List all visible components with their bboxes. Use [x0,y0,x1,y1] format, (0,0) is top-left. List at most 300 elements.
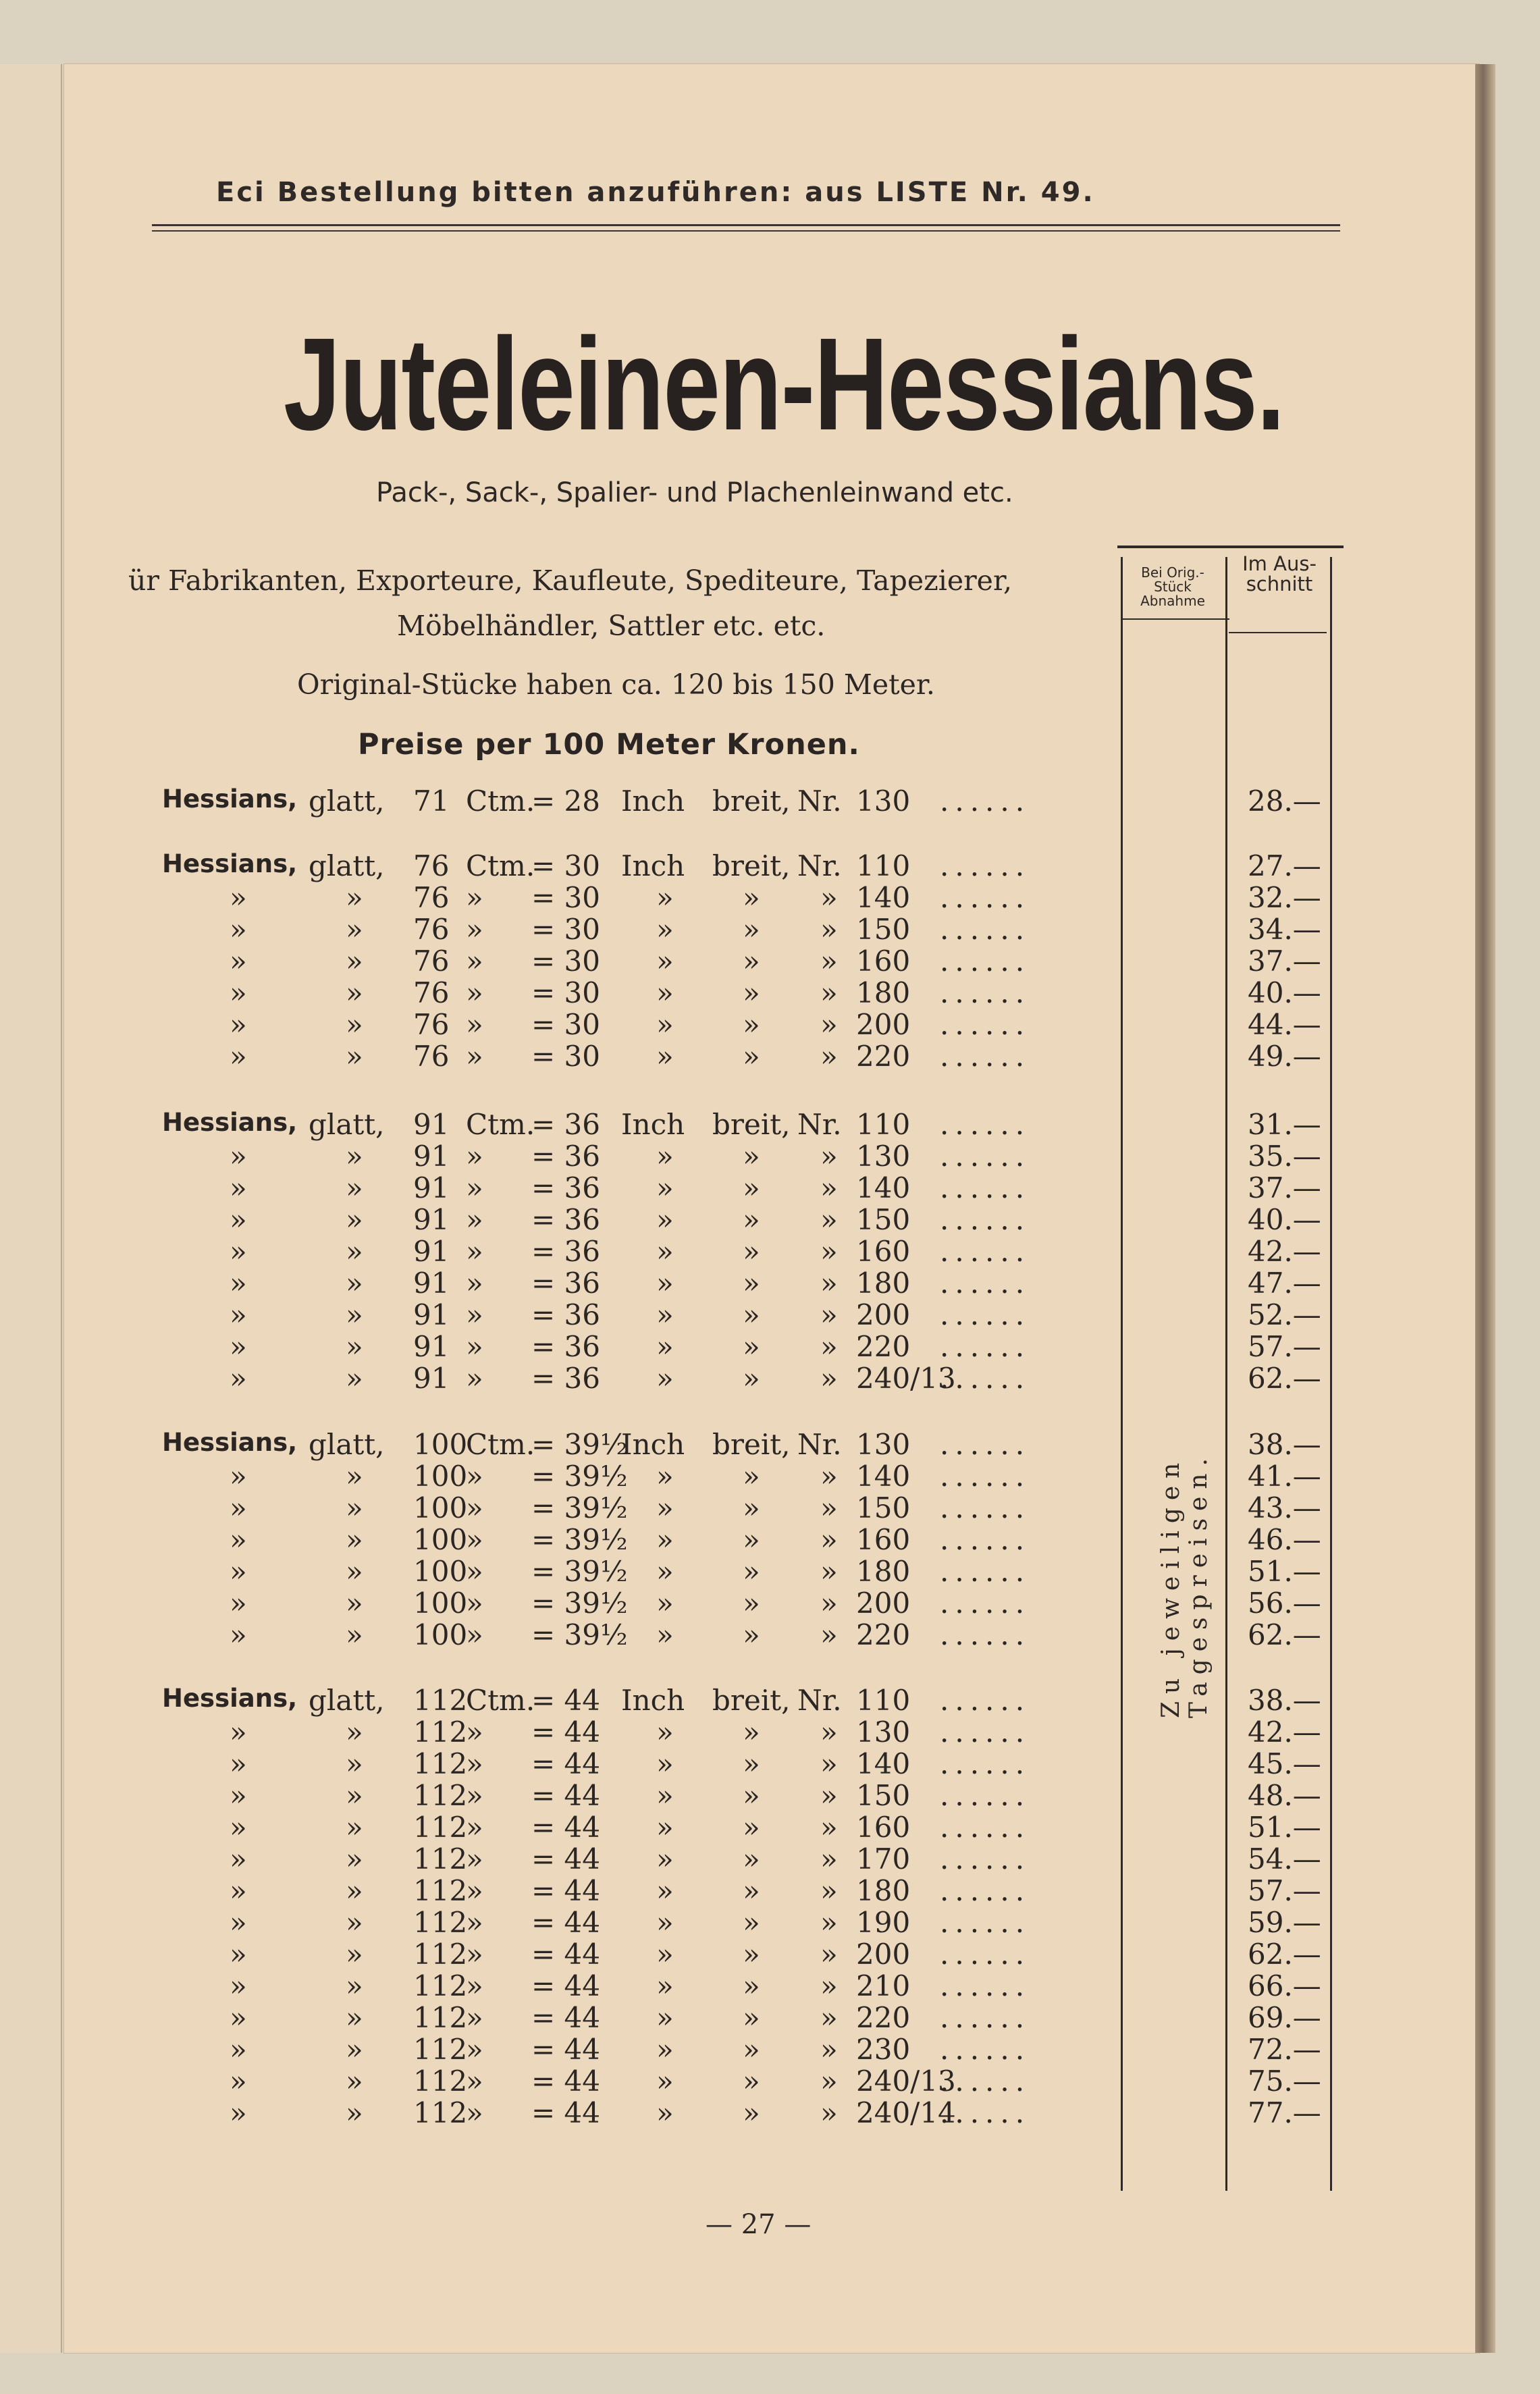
ditto-mark: » [346,1267,363,1300]
row-number: 140 [856,1171,911,1204]
ditto-mark: » [820,1811,838,1844]
row-number: 240/13 [856,1362,956,1395]
ditto-mark: » [820,1040,838,1073]
ditto-mark: » [346,1906,363,1939]
row-width-cm: 100 [413,1587,468,1620]
row-price: 37.— [1248,1171,1321,1204]
ditto-mark: » [656,2033,674,2066]
ditto-mark: » [346,1235,363,1268]
ditto-mark: » [743,2065,760,2098]
row-number: 160 [856,1523,911,1556]
ditto-mark: » [230,1171,247,1204]
row-equals: = 30 [531,1008,600,1041]
row-equals: = 28 [531,784,600,818]
row-number: 200 [856,1587,911,1620]
leader-dots: ...... [940,1267,1031,1300]
row-number: 240/13 [856,2065,956,2098]
row-number: 130 [856,1140,911,1173]
table-row [0,2001,1540,2033]
leader-dots: ...... [940,1491,1031,1524]
row-width-cm: 91 [413,1298,450,1331]
ditto-mark: » [346,1969,363,2002]
ditto-mark: » [656,1235,674,1268]
leader-dots: ...... [940,976,1031,1009]
column-header-bei-orig: Bei Orig.-Stück Abnahme [1140,564,1205,609]
leader-dots: ...... [940,913,1031,946]
ditto-mark: » [656,1460,674,1493]
table-row [0,2033,1540,2065]
leader-dots: ...... [940,1362,1031,1395]
row-width-cm: 91 [413,1171,450,1204]
ditto-mark: » [743,1460,760,1493]
ditto-mark: » [820,1618,838,1651]
row-equals: = 44 [531,1715,600,1749]
ditto-mark: » [466,1969,483,2002]
table-row [0,1040,1540,1072]
row-equals: = 36 [531,1140,600,1173]
ditto-mark: » [346,1040,363,1073]
row-label: Hessians, [162,784,298,814]
ditto-mark: » [466,1203,483,1236]
ditto-mark: » [656,2001,674,2034]
ditto-mark: » [656,1587,674,1620]
row-equals: = 36 [531,1171,600,1204]
table-row [0,1587,1540,1619]
ditto-mark: » [820,881,838,914]
ditto-mark: » [230,1747,247,1780]
row-width-cm: 91 [413,1140,450,1173]
row-width-cm: 71 [413,784,450,818]
row-number: 140 [856,1460,911,1493]
leader-dots: ...... [940,1460,1031,1493]
row-width-cm: 112 [413,1969,468,2002]
row-width-cm: 76 [413,976,450,1009]
ditto-mark: » [743,1298,760,1331]
table-row [0,881,1540,913]
ditto-mark: » [230,1460,247,1493]
row-equals: = 44 [531,1684,600,1717]
row-number: 140 [856,881,911,914]
row-equals: = 39½ [531,1618,628,1651]
table-row [0,1235,1540,1267]
row-width-cm: 76 [413,849,450,882]
table-row [0,1618,1540,1651]
ditto-mark: » [743,1523,760,1556]
row-price: 69.— [1248,2001,1321,2034]
row-equals: = 30 [531,976,600,1009]
row-price: 62.— [1248,1618,1321,1651]
ditto-mark: » [656,976,674,1009]
ditto-mark: » [656,1523,674,1556]
row-width-cm: 100 [413,1460,468,1493]
ditto-mark: » [230,1618,247,1651]
row-width-cm: 76 [413,881,450,914]
ditto-mark: » [230,1874,247,1907]
leader-dots: ...... [940,1715,1031,1749]
ditto-mark: » [230,881,247,914]
ditto-mark: » [656,1298,674,1331]
row-label: Hessians, [162,1684,298,1713]
row-price: 38.— [1248,1428,1321,1461]
ditto-mark: » [466,2033,483,2066]
row-price: 52.— [1248,1298,1321,1331]
row-number: 170 [856,1842,911,1876]
row-number: 210 [856,1969,911,2002]
table-row [0,913,1540,945]
ditto-mark: » [656,1969,674,2002]
row-equals: = 44 [531,1811,600,1844]
ditto-mark: » [820,1298,838,1331]
row-breit: breit, [712,784,791,818]
row-unit-cm: Ctm. [466,1428,535,1461]
row-number: 110 [856,1684,911,1717]
table-row [0,1523,1540,1555]
table-row [0,1906,1540,1938]
ditto-mark: » [656,1362,674,1395]
row-width-cm: 76 [413,1008,450,1041]
ditto-mark: » [346,1811,363,1844]
row-equals: = 44 [531,1938,600,1971]
ditto-mark: » [466,913,483,946]
ditto-mark: » [743,1779,760,1812]
row-unit-cm: Ctm. [466,1108,535,1141]
column-header-im-ausschnitt: Im Aus-schnitt [1242,552,1317,596]
leader-dots: ...... [940,1140,1031,1173]
ditto-mark: » [230,2065,247,2098]
page-subtitle: Pack-, Sack-, Spalier- und Plachenleinwand etc. [376,477,1013,508]
table-row [0,1684,1540,1716]
ditto-mark: » [743,1140,760,1173]
row-equals: = 39½ [531,1523,628,1556]
table-row [0,1969,1540,2002]
ditto-mark: » [820,945,838,978]
leader-dots: ...... [940,1235,1031,1268]
ditto-mark: » [230,1330,247,1363]
ditto-mark: » [346,1842,363,1876]
row-equals: = 44 [531,2065,600,2098]
row-equals: = 36 [531,1203,600,1236]
row-width-cm: 112 [413,1779,468,1812]
row-price: 45.— [1248,1747,1321,1780]
row-label: Hessians, [162,1108,298,1137]
ditto-mark: » [346,945,363,978]
row-nr: Nr. [797,1684,842,1717]
column-b-head-rule [1229,632,1327,633]
row-nr: Nr. [797,849,842,882]
ditto-mark: » [346,1779,363,1812]
row-price: 43.— [1248,1491,1321,1524]
row-breit: breit, [712,1684,791,1717]
ditto-mark: » [743,1842,760,1876]
ditto-mark: » [820,1460,838,1493]
leader-dots: ...... [940,1684,1031,1717]
ditto-mark: » [743,1330,760,1363]
ditto-mark: » [346,1715,363,1749]
table-row [0,1203,1540,1235]
ditto-mark: » [656,1555,674,1588]
table-row [0,1460,1540,1492]
ditto-mark: » [743,1587,760,1620]
ditto-mark: » [230,2001,247,2034]
table-row [0,1330,1540,1362]
row-nr: Nr. [797,784,842,818]
row-price: 57.— [1248,1330,1321,1363]
ditto-mark: » [743,1267,760,1300]
ditto-mark: » [820,1523,838,1556]
table-row [0,1938,1540,1970]
row-price: 57.— [1248,1874,1321,1907]
row-breit: breit, [712,1108,791,1141]
ditto-mark: » [346,2096,363,2129]
row-number: 220 [856,1330,911,1363]
ditto-mark: » [820,1362,838,1395]
ditto-mark: » [230,1491,247,1524]
row-price: 42.— [1248,1715,1321,1749]
ditto-mark: » [820,1555,838,1588]
ditto-mark: » [820,1330,838,1363]
ditto-mark: » [230,945,247,978]
ditto-mark: » [466,1747,483,1780]
row-equals: = 36 [531,1108,600,1141]
row-number: 130 [856,1715,911,1749]
ditto-mark: » [346,1171,363,1204]
row-width-cm: 91 [413,1362,450,1395]
row-price: 51.— [1248,1555,1321,1588]
row-equals: = 44 [531,2001,600,2034]
row-number: 200 [856,1938,911,1971]
ditto-mark: » [466,1587,483,1620]
row-unit-inch: Inch [621,849,685,882]
row-price: 66.— [1248,1969,1321,2002]
ditto-mark: » [230,1523,247,1556]
ditto-mark: » [466,1842,483,1876]
leader-dots: ...... [940,1938,1031,1971]
table-row [0,1747,1540,1780]
ditto-mark: » [743,1874,760,1907]
prices-heading: Preise per 100 Meter Kronen. [358,728,860,762]
row-equals: = 30 [531,881,600,914]
ditto-mark: » [656,1842,674,1876]
row-number: 150 [856,1779,911,1812]
table-row [0,1874,1540,1907]
ditto-mark: » [656,1330,674,1363]
ditto-mark: » [466,1330,483,1363]
header-rule [152,224,1340,226]
row-price: 35.— [1248,1140,1321,1173]
ditto-mark: » [230,1842,247,1876]
ditto-mark: » [743,1235,760,1268]
table-row [0,1008,1540,1040]
ditto-mark: » [743,1203,760,1236]
row-width-cm: 91 [413,1235,450,1268]
ditto-mark: » [656,1715,674,1749]
row-glatt: glatt, [309,1684,385,1717]
ditto-mark: » [230,1267,247,1300]
row-price: 42.— [1248,1235,1321,1268]
leader-dots: ...... [940,849,1031,882]
ditto-mark: » [230,1969,247,2002]
row-unit-inch: Inch [621,1428,685,1461]
ditto-mark: » [743,1747,760,1780]
row-equals: = 44 [531,1747,600,1780]
table-row [0,945,1540,977]
leader-dots: ...... [940,1428,1031,1461]
ditto-mark: » [230,1555,247,1588]
ditto-mark: » [230,1040,247,1073]
ditto-mark: » [346,976,363,1009]
table-row [0,1491,1540,1524]
ditto-mark: » [820,1938,838,1971]
ditto-mark: » [820,1203,838,1236]
ditto-mark: » [466,1235,483,1268]
row-width-cm: 100 [413,1618,468,1651]
row-equals: = 44 [531,1906,600,1939]
ditto-mark: » [656,1906,674,1939]
ditto-mark: » [346,1491,363,1524]
row-price: 75.— [1248,2065,1321,2098]
ditto-mark: » [346,1555,363,1588]
row-nr: Nr. [797,1428,842,1461]
row-price: 56.— [1248,1587,1321,1620]
ditto-mark: » [820,2033,838,2066]
row-number: 220 [856,2001,911,2034]
leader-dots: ...... [940,1298,1031,1331]
leader-dots: ...... [940,945,1031,978]
ditto-mark: » [346,2065,363,2098]
ditto-mark: » [466,1938,483,1971]
row-label: Hessians, [162,1428,298,1457]
ditto-mark: » [346,2001,363,2034]
row-number: 160 [856,1235,911,1268]
leader-dots: ...... [940,1330,1031,1363]
leader-dots: ...... [940,1969,1031,2002]
ditto-mark: » [656,1267,674,1300]
intro-line-3: Original-Stücke haben ca. 120 bis 150 Meter. [297,668,935,701]
ditto-mark: » [230,1779,247,1812]
ditto-mark: » [820,1874,838,1907]
ditto-mark: » [656,1938,674,1971]
table-row [0,976,1540,1009]
ditto-mark: » [656,1874,674,1907]
row-width-cm: 112 [413,1715,468,1749]
row-price: 31.— [1248,1108,1321,1141]
leader-dots: ...... [940,784,1031,818]
row-number: 130 [856,784,911,818]
ditto-mark: » [466,881,483,914]
row-price: 44.— [1248,1008,1321,1041]
leader-dots: ...... [940,1906,1031,1939]
table-row [0,1779,1540,1811]
row-price: 51.— [1248,1811,1321,1844]
row-width-cm: 76 [413,913,450,946]
leader-dots: ...... [940,1811,1031,1844]
ditto-mark: » [346,1938,363,1971]
row-width-cm: 91 [413,1108,450,1141]
row-number: 180 [856,1267,911,1300]
row-price: 37.— [1248,945,1321,978]
ditto-mark: » [820,1008,838,1041]
ditto-mark: » [656,2096,674,2129]
row-number: 220 [856,1040,911,1073]
leader-dots: ...... [940,1171,1031,1204]
row-number: 240/14 [856,2096,956,2129]
ditto-mark: » [346,1298,363,1331]
table-row [0,1108,1540,1140]
row-number: 230 [856,2033,911,2066]
leader-dots: ...... [940,1523,1031,1556]
row-equals: = 36 [531,1267,600,1300]
row-width-cm: 112 [413,2001,468,2034]
ditto-mark: » [820,2096,838,2129]
ditto-mark: » [466,1811,483,1844]
row-width-cm: 91 [413,1330,450,1363]
row-equals: = 39½ [531,1491,628,1524]
ditto-mark: » [230,1008,247,1041]
row-equals: = 39½ [531,1555,628,1588]
leader-dots: ...... [940,1779,1031,1812]
row-number: 180 [856,1555,911,1588]
ditto-mark: » [743,1491,760,1524]
ditto-mark: » [820,1842,838,1876]
ditto-mark: » [820,1747,838,1780]
ditto-mark: » [466,1040,483,1073]
row-glatt: glatt, [309,849,385,882]
ditto-mark: » [656,945,674,978]
intro-line-1: ür Fabrikanten, Exporteure, Kaufleute, Spediteure, Tapezierer, [128,564,1013,597]
ditto-mark: » [346,1330,363,1363]
row-price: 41.— [1248,1460,1321,1493]
table-row [0,1715,1540,1748]
row-equals: = 30 [531,945,600,978]
ditto-mark: » [346,1874,363,1907]
page-title: Juteleinen-Hessians. [284,311,1284,458]
leader-dots: ...... [940,2001,1031,2034]
row-equals: = 39½ [531,1428,628,1461]
row-number: 160 [856,945,911,978]
vertical-note: Zu jeweiligen Tagespreisen. [1157,1451,1213,1718]
row-equals: = 30 [531,913,600,946]
ditto-mark: » [466,976,483,1009]
ditto-mark: » [820,1969,838,2002]
row-price: 40.— [1248,1203,1321,1236]
ditto-mark: » [346,1140,363,1173]
ditto-mark: » [820,2065,838,2098]
ditto-mark: » [743,2096,760,2129]
ditto-mark: » [820,1491,838,1524]
row-price: 72.— [1248,2033,1321,2066]
row-number: 110 [856,849,911,882]
ditto-mark: » [230,1715,247,1749]
leader-dots: ...... [940,2065,1031,2098]
ditto-mark: » [466,1140,483,1173]
table-row [0,1140,1540,1172]
row-width-cm: 112 [413,2033,468,2066]
ditto-mark: » [656,1491,674,1524]
ditto-mark: » [743,1362,760,1395]
ditto-mark: » [820,1235,838,1268]
ditto-mark: » [346,1523,363,1556]
ditto-mark: » [230,1362,247,1395]
column-a-head-rule [1123,618,1229,620]
ditto-mark: » [466,1171,483,1204]
ditto-mark: » [743,2033,760,2066]
row-price: 27.— [1248,849,1321,882]
row-width-cm: 76 [413,1040,450,1073]
ditto-mark: » [346,2033,363,2066]
row-width-cm: 91 [413,1267,450,1300]
row-equals: = 36 [531,1235,600,1268]
row-equals: = 36 [531,1330,600,1363]
